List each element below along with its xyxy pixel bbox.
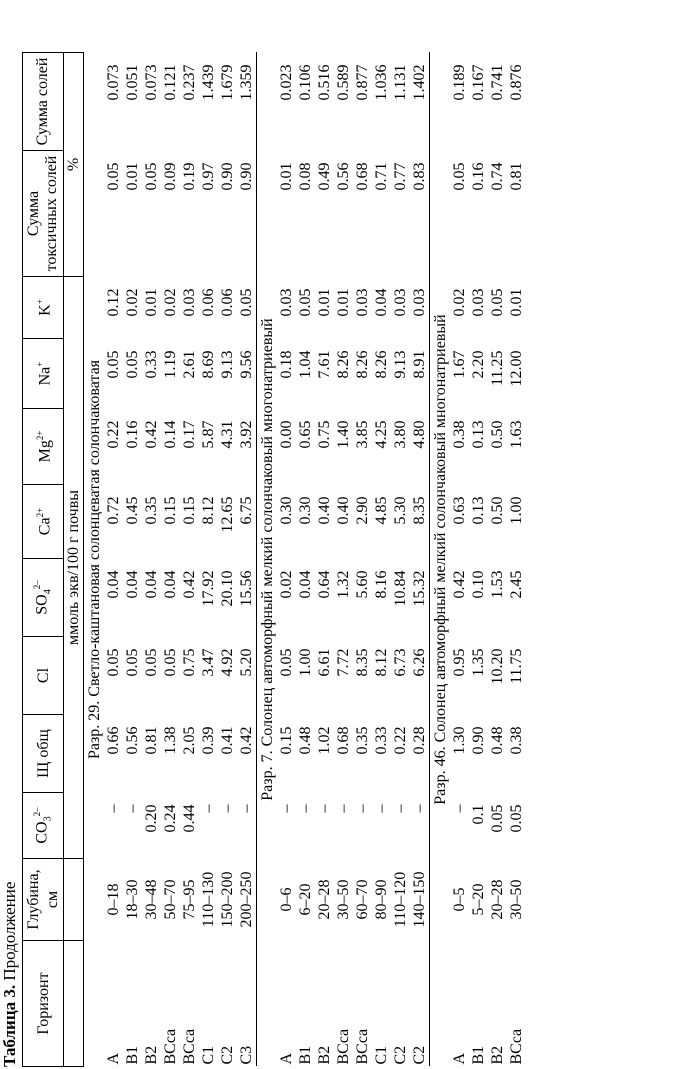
table-cell: 0.45 (124, 496, 141, 525)
table-cell: 1.02 (316, 726, 333, 755)
table-cell: 30–50 (508, 879, 525, 920)
table-cell: 0.051 (124, 64, 141, 101)
table-cell: 8.16 (373, 570, 390, 599)
table-cell: 0.68 (335, 726, 352, 755)
table-cell: 1.63 (508, 420, 525, 449)
unit-percent (64, 53, 84, 277)
table-cell: 0.01 (508, 288, 525, 317)
table-cell: 12.65 (219, 496, 236, 533)
table-row (488, 53, 507, 1067)
table-cell: 0.90 (238, 162, 255, 191)
table-cell: BCca (335, 1028, 352, 1065)
table-cell: 4.92 (219, 648, 236, 677)
table-cell: 0.48 (489, 726, 506, 755)
table-cell: 0.08 (297, 162, 314, 191)
table-row (277, 53, 296, 1067)
table-cell: 150–200 (219, 871, 236, 928)
table-cell: B1 (297, 1045, 314, 1065)
table-cell: 0.06 (219, 288, 236, 317)
table-cell: C2 (392, 1045, 409, 1065)
table-cell: 0.75 (181, 648, 198, 677)
table-cell: 15.56 (238, 570, 255, 607)
table-cell: 0.33 (143, 350, 160, 379)
table-cell: 0.30 (297, 496, 314, 525)
table-cell: 1.00 (508, 496, 525, 525)
table-cell: 8.69 (200, 350, 217, 379)
table-cell: 9.13 (392, 350, 409, 379)
table-cell: 75–95 (181, 879, 198, 920)
table-cell: 0.01 (335, 288, 352, 317)
table-cell: 0.22 (392, 726, 409, 755)
table-cell: 0.30 (278, 496, 295, 525)
table-cell: 0.877 (354, 64, 371, 101)
table-cell: – (354, 804, 371, 813)
table-row (180, 53, 199, 1067)
table-cell: 10.84 (392, 570, 409, 607)
table-cell: 20.10 (219, 570, 236, 607)
table-cell: 8.26 (373, 350, 390, 379)
table-row (391, 53, 410, 1067)
table-row (507, 53, 526, 1067)
table-cell: 0.22 (105, 420, 122, 449)
table-cell: C2 (411, 1045, 428, 1065)
unit-percent-text: % (65, 157, 82, 172)
table-cell: B2 (316, 1045, 333, 1065)
table-cell: 0.02 (124, 288, 141, 317)
table-cell: 0.12 (105, 288, 122, 317)
table-cell: 60–70 (354, 879, 371, 920)
table-row (237, 53, 257, 1067)
table-cell: 0.56 (124, 726, 141, 755)
table-cell: 0.63 (451, 496, 468, 525)
table-cell: – (373, 804, 390, 813)
table-cell: 4.80 (411, 420, 428, 449)
table-cell: – (335, 804, 352, 813)
table-cell: 50–70 (162, 879, 179, 920)
table-row (450, 53, 469, 1067)
table-cell: 0.04 (297, 570, 314, 599)
table-cell: 5.30 (392, 496, 409, 525)
unit-mmol: ммоль экв/100 г почвы (64, 277, 84, 859)
table-cell: 0–18 (105, 883, 122, 916)
table-cell: 5.20 (238, 648, 255, 677)
table-cell: 0.106 (297, 64, 314, 101)
header-horizon: Горизонт (23, 941, 64, 1067)
table-cell: 0.03 (181, 288, 198, 317)
table-cell: 0.05 (297, 288, 314, 317)
table-cell: 1.53 (489, 570, 506, 599)
table-cell: 0.04 (105, 570, 122, 599)
table-cell: 0.00 (278, 420, 295, 449)
header-k: K+ (23, 277, 64, 339)
header-mg: $Mg^{2+}$ (23, 409, 64, 485)
table-cell: BCca (181, 1028, 198, 1065)
table-row (315, 53, 334, 1067)
table-cell: 0.18 (278, 350, 295, 379)
table-cell: 1.131 (392, 64, 409, 101)
table-cell: 20–28 (489, 879, 506, 920)
table-cell: 0.56 (335, 162, 352, 191)
table-cell: 0.05 (278, 648, 295, 677)
table-cell: 0.40 (316, 496, 333, 525)
table-cell: 0.16 (470, 162, 487, 191)
table-cell: B2 (143, 1045, 160, 1065)
table-cell: 6.61 (316, 648, 333, 677)
table-cell: 0.02 (451, 288, 468, 317)
table-cell: 0.04 (124, 570, 141, 599)
table-cell: 0.05 (124, 648, 141, 677)
table-cell: 0.90 (219, 162, 236, 191)
table-cell: 0.38 (508, 726, 525, 755)
table-cell: 0.03 (278, 288, 295, 317)
header-so4: $SO_4^{2-}$ (23, 559, 64, 637)
table-cell: 0.41 (219, 726, 236, 755)
table-body (84, 53, 527, 1067)
table-cell: 0.16 (124, 420, 141, 449)
table-cell: 0.42 (238, 726, 255, 755)
table-cell: 1.679 (219, 64, 236, 101)
table-cell: 0.121 (162, 64, 179, 101)
table-cell: 1.38 (162, 726, 179, 755)
table-cell: 2.05 (181, 726, 198, 755)
header-toxic-salts: Сумма токсичных солей (23, 151, 64, 277)
table-cell: 1.35 (470, 648, 487, 677)
table-row (334, 53, 353, 1067)
table-cell: 0.74 (489, 162, 506, 191)
table-cell: – (297, 804, 314, 813)
table-row (296, 53, 315, 1067)
table-cell: 0.64 (316, 570, 333, 599)
table-cell: 0.589 (335, 64, 352, 101)
table-cell: 200–250 (238, 871, 255, 928)
table-cell: 11.75 (508, 648, 525, 684)
table-row (410, 53, 430, 1067)
table-cell: – (316, 804, 333, 813)
table-cell: 2.20 (470, 350, 487, 379)
section-title: Разр. 29. Светло-каштановая солонцеватая солончаковатая (86, 359, 103, 760)
table-cell: 0.516 (316, 64, 333, 101)
table-cell: 10.20 (489, 648, 506, 685)
table-cell: C3 (238, 1045, 255, 1065)
table-cell: 110–130 (200, 871, 217, 928)
table-cell: 0.02 (278, 570, 295, 599)
table-cell: 0.65 (297, 420, 314, 449)
table-cell: 0.90 (470, 726, 487, 755)
table-cell: 2.90 (354, 496, 371, 525)
table-cell: 0.49 (316, 162, 333, 191)
table-cell: 0.15 (181, 496, 198, 525)
table-cell: 15.32 (411, 570, 428, 607)
table-cell: 1.359 (238, 64, 255, 101)
table-cell: 0.04 (143, 570, 160, 599)
table-cell: 17.92 (200, 570, 217, 607)
table-cell: 0.05 (489, 288, 506, 317)
section-row (84, 53, 105, 1067)
table-cell: 0.05 (451, 162, 468, 191)
table-cell: 0.66 (105, 726, 122, 755)
table-cell: – (451, 804, 468, 813)
table-cell: 0.95 (451, 648, 468, 677)
table-cell: 9.56 (238, 350, 255, 379)
table-cell: 7.72 (335, 648, 352, 677)
table-cell: 8.91 (411, 350, 428, 379)
table-cell: – (124, 804, 141, 813)
table-cell: – (411, 804, 428, 813)
table-cell: 3.92 (238, 420, 255, 449)
table-cell: 0.05 (508, 804, 525, 833)
table-cell: 0.073 (105, 64, 122, 101)
table-row (142, 53, 161, 1067)
table-cell: – (392, 804, 409, 813)
table-cell: 0–6 (278, 887, 295, 912)
table-cell: 0.10 (470, 570, 487, 599)
section-title: Разр. 46. Солонец автоморфный мелкий солончаковый многонатриевый (430, 53, 451, 1067)
table-cell: BCca (508, 1028, 525, 1065)
table-cell: 0.14 (162, 420, 179, 449)
section-row (430, 53, 451, 1067)
table-cell: 0.04 (373, 288, 390, 317)
table-cell: 30–50 (335, 879, 352, 920)
table-cell: 5–20 (470, 883, 487, 916)
caption-label: Таблица 3. (0, 984, 19, 1067)
table-cell: 0.42 (451, 570, 468, 599)
table-cell: 0.05 (105, 162, 122, 191)
table-cell: 0.237 (181, 64, 198, 101)
table-row (469, 53, 488, 1067)
table-cell: 0.03 (354, 288, 371, 317)
table-cell: 30–48 (143, 879, 160, 920)
table-cell: 0.42 (143, 420, 160, 449)
header-alkalinity: Щ общ (23, 715, 64, 793)
table-cell: B1 (470, 1045, 487, 1065)
table-cell: 0.06 (200, 288, 217, 317)
table-cell: 0.073 (143, 64, 160, 101)
table-cell: 0–5 (451, 887, 468, 912)
table-cell: 0.83 (411, 162, 428, 191)
table-cell: 3.80 (392, 420, 409, 449)
table-cell: 20–28 (316, 879, 333, 920)
table-cell: 0.13 (470, 496, 487, 525)
table-cell: 2.61 (181, 350, 198, 379)
table-cell: 4.31 (219, 420, 236, 449)
header-na: Na+ (23, 339, 64, 409)
table-cell: 0.33 (373, 726, 390, 755)
table-cell: C2 (219, 1045, 236, 1065)
table-cell: 0.38 (451, 420, 468, 449)
table-cell: 0.71 (373, 162, 390, 191)
table-cell: 0.75 (316, 420, 333, 449)
table-cell: 0.50 (489, 420, 506, 449)
table-cell: 1.036 (373, 64, 390, 101)
table-cell: 0.40 (335, 496, 352, 525)
table-cell: 3.85 (354, 420, 371, 449)
header-cl: Cl (23, 637, 64, 715)
table-cell: 0.15 (162, 496, 179, 525)
section-row (257, 53, 278, 1067)
table-cell: 0.81 (508, 162, 525, 191)
table-cell: 1.04 (297, 350, 314, 379)
table-row (161, 53, 180, 1067)
table-cell: 0.28 (411, 726, 428, 755)
table-cell: 0.01 (316, 288, 333, 317)
table-cell: 0.13 (470, 420, 487, 449)
table-cell: 0.05 (105, 350, 122, 379)
header-ca: $Ca^{2+}$ (23, 485, 64, 559)
table-cell: 1.32 (335, 570, 352, 599)
table-cell: 8.35 (354, 648, 371, 677)
table-row (353, 53, 372, 1067)
table-cell: 8.12 (200, 496, 217, 525)
table-cell: A (105, 1052, 122, 1065)
table-cell: 8.12 (373, 648, 390, 677)
table-cell: 6.26 (411, 648, 428, 677)
table-row (199, 53, 218, 1067)
table-cell: 0.01 (278, 162, 295, 191)
table-cell: 0.1 (470, 804, 487, 825)
table-cell: 1.30 (451, 726, 468, 755)
table-cell: 0.01 (143, 288, 160, 317)
table-cell: 11.25 (489, 350, 506, 386)
table-row (218, 53, 237, 1067)
table-cell: 0.39 (200, 726, 217, 755)
table-cell: 0.81 (143, 726, 160, 755)
table-cell: 0.35 (354, 726, 371, 755)
caption-text: Продолжение (0, 881, 19, 985)
table-cell: 0.05 (105, 648, 122, 677)
table-cell: 1.40 (335, 420, 352, 449)
table-cell: B1 (124, 1045, 141, 1065)
table-cell: 6.75 (238, 496, 255, 525)
table-cell: 0.17 (181, 420, 198, 449)
table-cell: 0.02 (162, 288, 179, 317)
table-cell: BCca (162, 1028, 179, 1065)
table-cell: 12.00 (508, 350, 525, 387)
table-cell: 0.167 (470, 64, 487, 101)
table-cell: 0.03 (470, 288, 487, 317)
section-title: Разр. 7. Солонец автоморфный мелкий солончаковый многонатриевый (257, 53, 278, 1067)
table-cell: 0.01 (124, 162, 141, 191)
table-cell: 0.189 (451, 64, 468, 101)
table-cell: 6.73 (392, 648, 409, 677)
table-cell: 4.85 (373, 496, 390, 525)
table-cell: – (278, 804, 295, 813)
table-cell: 0.35 (143, 496, 160, 525)
table-cell: 0.04 (162, 570, 179, 599)
table-cell: A (451, 1052, 468, 1065)
table-cell: 1.19 (162, 350, 179, 379)
table-cell: 0.05 (143, 162, 160, 191)
table-cell: 7.61 (316, 350, 333, 379)
table-cell: 0.42 (181, 570, 198, 599)
table-cell: 8.26 (335, 350, 352, 379)
table-cell: 0.72 (105, 496, 122, 525)
table-cell: 80–90 (373, 879, 390, 920)
table-cell: 0.05 (238, 288, 255, 317)
table-cell: 0.20 (143, 804, 160, 833)
table-cell: 9.13 (219, 350, 236, 379)
table-cell: 0.09 (162, 162, 179, 191)
header-co3: $CO_3^{2-}$ (23, 793, 64, 859)
table-cell: – (238, 804, 255, 813)
table-caption (0, 882, 20, 1067)
table-cell: 5.87 (200, 420, 217, 449)
table-cell: 0.03 (411, 288, 428, 317)
table-row (372, 53, 391, 1067)
table-cell: – (219, 804, 236, 813)
table-cell: 0.876 (508, 64, 525, 101)
table-cell: 0.48 (297, 726, 314, 755)
table-cell: 0.44 (181, 804, 198, 833)
header-total-salts: Сумма солей (23, 53, 64, 151)
table-cell: 0.68 (354, 162, 371, 191)
table-cell: 1.402 (411, 64, 428, 101)
table-row (104, 53, 123, 1067)
table-cell: 1.00 (297, 648, 314, 677)
table-cell: A (278, 1052, 295, 1065)
table-cell: 1.67 (451, 350, 468, 379)
table-cell: 110–120 (392, 871, 409, 928)
table-cell: C1 (200, 1045, 217, 1065)
table-cell: 8.35 (411, 496, 428, 525)
table-cell: 0.15 (278, 726, 295, 755)
table-cell: 0.03 (392, 288, 409, 317)
table-cell: 140–150 (411, 871, 428, 928)
table-row (123, 53, 142, 1067)
table-cell: 0.50 (489, 496, 506, 525)
table-cell: 18–30 (124, 879, 141, 920)
table-cell: 3.47 (200, 648, 217, 677)
table-cell: 6–20 (297, 883, 314, 916)
table-cell: 2.45 (508, 570, 525, 599)
table-cell: 8.26 (354, 350, 371, 379)
header-depth: Глубина, см (23, 859, 64, 941)
table-cell: B2 (489, 1045, 506, 1065)
table-cell: 0.05 (124, 350, 141, 379)
table-cell: C1 (373, 1045, 390, 1065)
table-cell: 0.741 (489, 64, 506, 101)
table-cell: 0.05 (143, 648, 160, 677)
table-cell: BCca (354, 1028, 371, 1065)
table-cell: 0.05 (489, 804, 506, 833)
table-cell: 0.24 (162, 804, 179, 833)
table-cell: 5.60 (354, 570, 371, 599)
table-cell: 0.77 (392, 162, 409, 191)
table-cell: 1.439 (200, 64, 217, 101)
table-cell: 0.97 (200, 162, 217, 191)
table-cell: 0.05 (162, 648, 179, 677)
table-cell: – (200, 804, 217, 813)
table-cell: 4.25 (373, 420, 390, 449)
table-cell: – (105, 804, 122, 813)
table-cell: 0.19 (181, 162, 198, 191)
table-cell: 0.023 (278, 64, 295, 101)
salt-composition-table (22, 52, 526, 1067)
